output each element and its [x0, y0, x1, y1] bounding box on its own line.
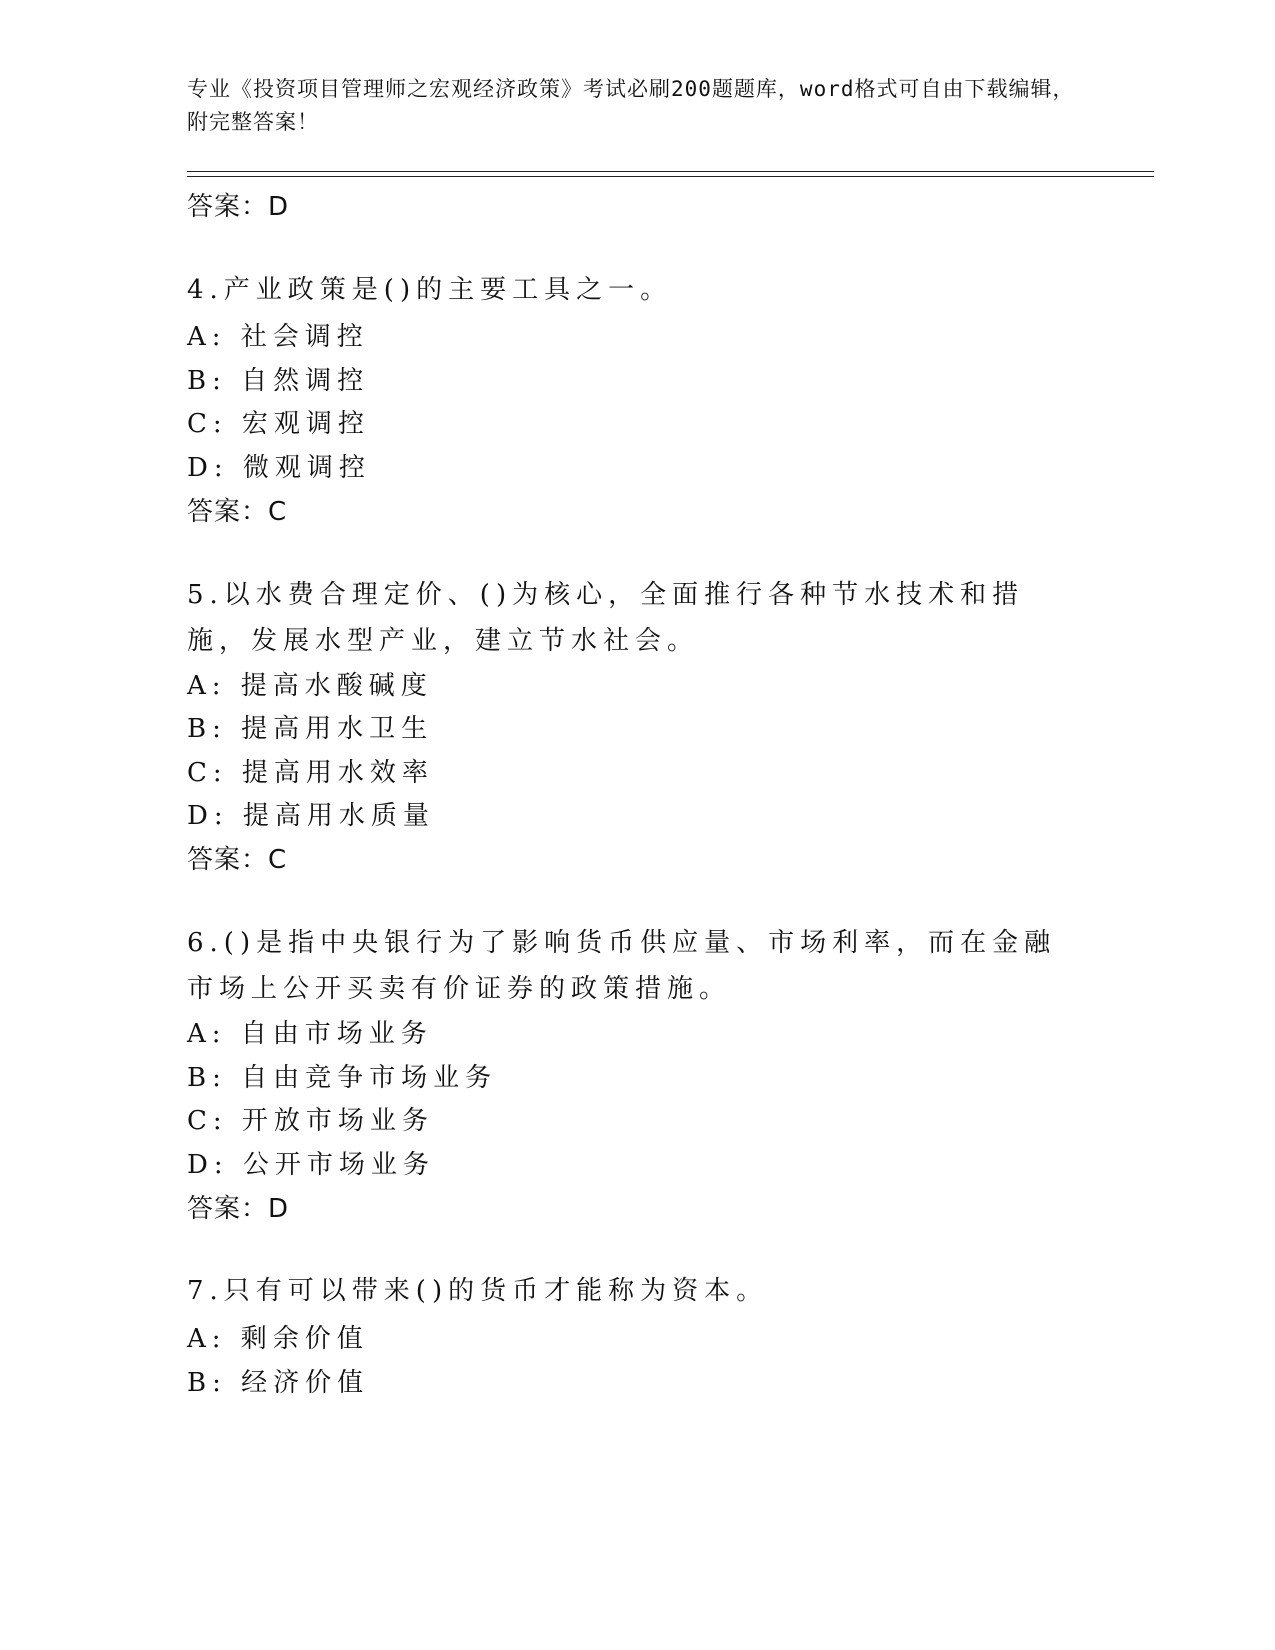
question-4-option-b: B: 自然调控	[187, 366, 370, 396]
question-5-option-d: D: 提高用水质量	[187, 801, 435, 831]
question-4-option-c: C: 宏观调控	[187, 409, 370, 439]
question-6-option-d: D: 公开市场业务	[187, 1150, 435, 1180]
header-rule-top	[187, 171, 1154, 172]
header-rule-bottom	[187, 176, 1154, 177]
question-6-option-a: A: 自由市场业务	[187, 1019, 433, 1049]
question-5-option-a: A: 提高水酸碱度	[187, 671, 433, 701]
question-7-option-b: B: 经济价值	[187, 1368, 370, 1398]
answer-q6: 答案：D	[187, 1194, 290, 1224]
answer-q5: 答案：C	[187, 845, 288, 875]
answer-q4: 答案：C	[187, 497, 288, 527]
answer-q3: 答案：D	[187, 192, 290, 222]
question-4-option-a: A: 社会调控	[187, 322, 369, 352]
question-5-stem: 5.以水费合理定价、()为核心，全面推行各种节水技术和措施，发展水型产业，建立节水社会。	[187, 580, 1025, 656]
document-header: 专业《投资项目管理师之宏观经济政策》考试必刷200题题库，word格式可自由下载编辑，附完整答案！	[187, 77, 1075, 134]
question-4-stem: 4.产业政策是()的主要工具之一。	[187, 275, 673, 305]
question-6-option-b: B: 自由竞争市场业务	[187, 1063, 498, 1093]
question-6-stem: 6.()是指中央银行为了影响货币供应量、市场利率，而在金融市场上公开买卖有价证券的政策措施。	[187, 928, 1057, 1004]
question-5-option-c: C: 提高用水效率	[187, 758, 434, 788]
question-5-option-b: B: 提高用水卫生	[187, 714, 434, 744]
question-4-option-d: D: 微观调控	[187, 453, 371, 483]
question-7-stem: 7.只有可以带来()的货币才能称为资本。	[187, 1276, 769, 1306]
question-7-option-a: A: 剩余价值	[187, 1324, 369, 1354]
question-6-option-c: C: 开放市场业务	[187, 1106, 434, 1136]
